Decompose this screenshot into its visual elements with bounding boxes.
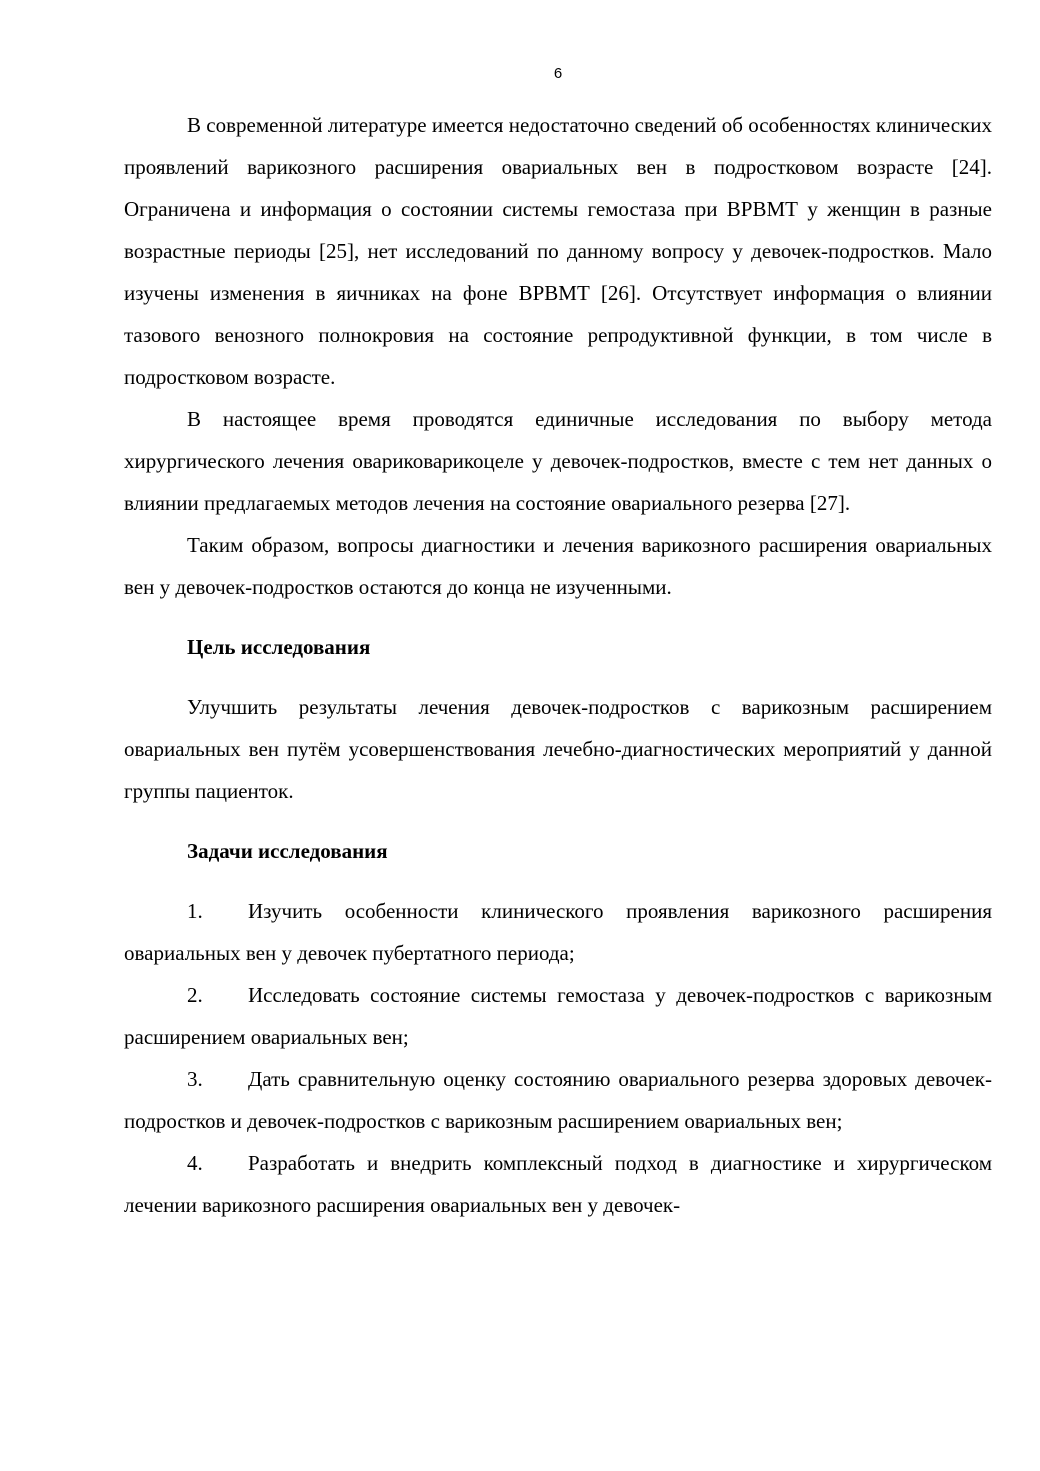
task-item-3 bbox=[124, 1058, 992, 1142]
task-item-4 bbox=[124, 1142, 992, 1226]
task-text: Дать сравнительную оценку состоянию овариального резерва здоровых девочек-подростков и девочек-подростков с варикозным расширением овариальных вен; bbox=[124, 1067, 992, 1133]
paragraph: Таким образом, вопросы диагностики и лечения варикозного расширения овариальных вен у девочек-подростков остаются до конца не изученными. bbox=[124, 533, 992, 599]
goal-heading: Цель исследования bbox=[187, 635, 371, 659]
section-gap bbox=[124, 872, 992, 890]
task-number: 4. bbox=[187, 1151, 203, 1175]
task-text: Изучить особенности клинического проявления варикозного расширения овариальных вен у девочек пубертатного периода; bbox=[124, 899, 992, 965]
page-number: 6 bbox=[553, 65, 563, 82]
document-body bbox=[124, 104, 992, 1226]
task-text: Разработать и внедрить комплексный подход в диагностике и хирургическом лечении варикозного расширения овариальных вен у девочек- bbox=[124, 1151, 992, 1217]
goal-text: Улучшить результаты лечения девочек-подростков с варикозным расширением овариальных вен путём усовершенствования лечебно-диагностических мероприятий у данной группы пациенток. bbox=[124, 695, 992, 803]
paragraph: В современной литературе имеется недостаточно сведений об особенностях клинических проявлений варикозного расширения овариальных вен в подростковом возрасте [24]. Ограничена и информация о состоянии системы гемостаза при ВРВМТ у женщин в разные возрастные периоды [25], нет исследований по данному вопросу у девочек-подростков. Мало изучены изменения в яичниках на фоне ВРВМТ [26]. Отсутствует информация о влиянии тазового венозного полнокровия на состояние репродуктивной функции, в том числе в подростковом возрасте. bbox=[124, 113, 992, 389]
task-number: 3. bbox=[187, 1067, 203, 1091]
section-gap bbox=[124, 812, 992, 830]
paragraph: В настоящее время проводятся единичные исследования по выбору метода хирургического лечения овариковарикоцеле у девочек-подростков, вместе с тем нет данных о влиянии предлагаемых методов лечения на состояние овариального резерва [27]. bbox=[124, 407, 992, 515]
task-number: 1. bbox=[187, 899, 203, 923]
task-text: Исследовать состояние системы гемостаза у девочек-подростков с варикозным расширением овариальных вен; bbox=[124, 983, 992, 1049]
task-number: 2. bbox=[187, 983, 203, 1007]
section-gap bbox=[124, 608, 992, 626]
task-item-1 bbox=[124, 890, 992, 974]
tasks-heading: Задачи исследования bbox=[187, 839, 388, 863]
task-item-2 bbox=[124, 974, 992, 1058]
section-gap bbox=[124, 668, 992, 686]
